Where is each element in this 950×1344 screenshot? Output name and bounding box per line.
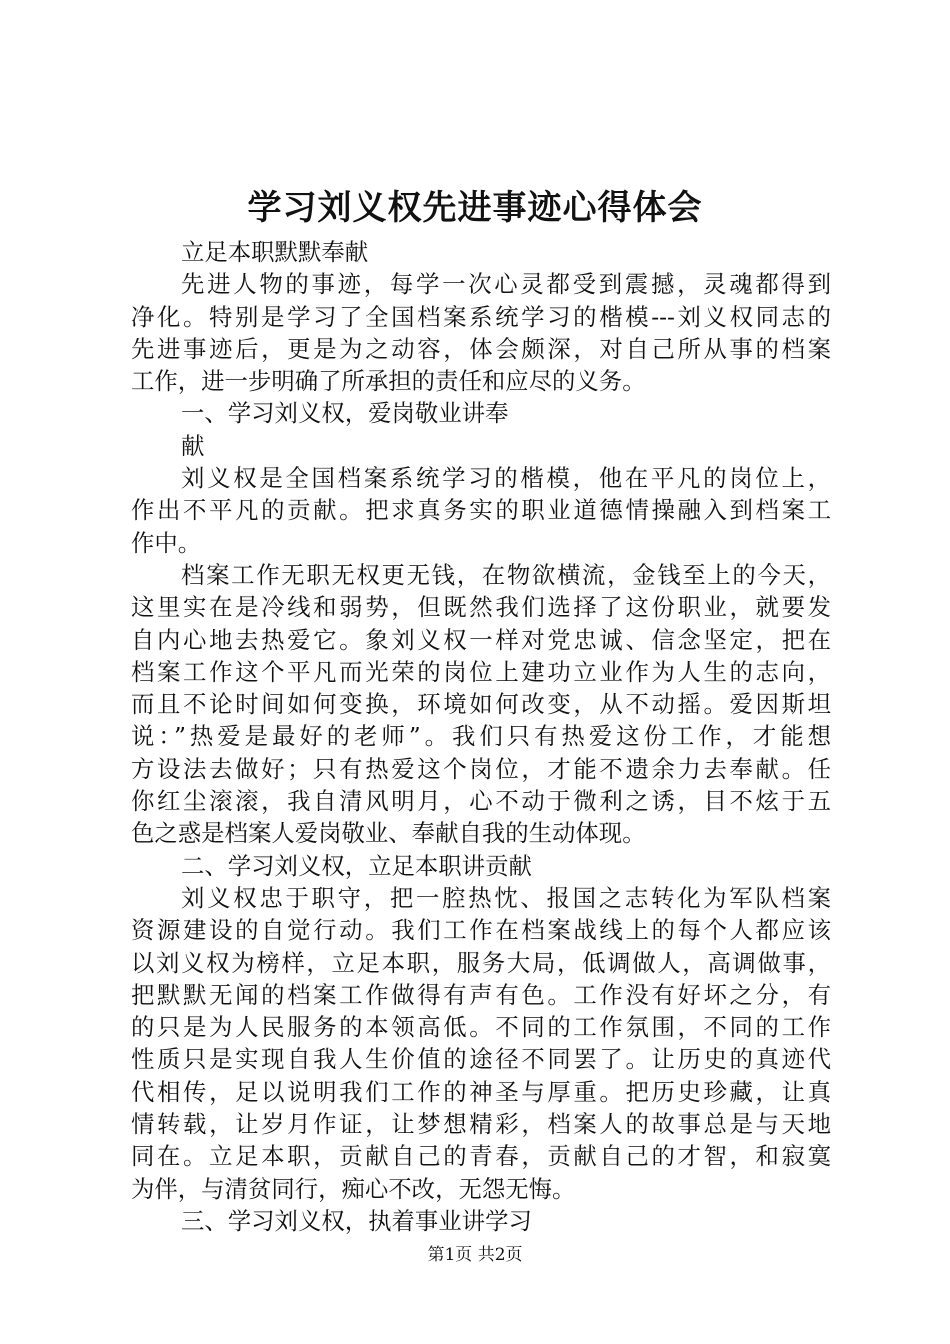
- subtitle-line: 立足本职默默奉献: [181, 238, 369, 266]
- paragraph-line: 先进人物的事迹，每学一次心灵都受到震撼，灵魂都得到: [181, 270, 831, 299]
- paragraph-line: 你红尘滚滚，我自清风明月，心不动于微利之诱，目不炫于五: [131, 787, 831, 816]
- paragraph-line: 方设法去做好；只有热爱这个岗位，才能不遗余力去奉献。任: [131, 754, 831, 783]
- paragraph-line: 性质只是实现自我人生价值的途径不同罢了。让历史的真迹代: [131, 1045, 831, 1074]
- paragraph-line: 净化。特别是学习了全国档案系统学习的楷模---刘义权同志的: [131, 302, 831, 331]
- paragraph-line: 这里实在是冷线和弱势，但既然我们选择了这份职业，就要发: [131, 593, 831, 622]
- paragraph-line: 的只是为人民服务的本领高低。不同的工作氛围，不同的工作: [131, 1013, 831, 1042]
- paragraph-line: 资源建设的自觉行动。我们工作在档案战线上的每个人都应该: [131, 916, 831, 945]
- paragraph-line: 以刘义权为榜样，立足本职，服务大局，低调做人，高调做事，: [131, 948, 831, 977]
- paragraph-line: 刘义权忠于职守，把一腔热忱、报国之志转化为军队档案: [181, 883, 831, 912]
- paragraph-line: 色之惑是档案人爱岗敬业、奉献自我的生动体现。: [131, 819, 646, 848]
- document-title: 学习刘义权先进事迹心得体会: [247, 188, 703, 228]
- paragraph-line: 先进事迹后，更是为之动容，体会颇深，对自己所从事的档案: [131, 334, 831, 363]
- paragraph-line: 工作，进一步明确了所承担的责任和应尽的义务。: [131, 367, 646, 396]
- paragraph-line: 为伴，与清贫同行，痴心不改，无怨无悔。: [131, 1174, 576, 1203]
- paragraph-line: 而且不论时间如何变换，环境如何改变，从不动摇。爱因斯坦: [131, 690, 831, 719]
- paragraph-line: 档案工作这个平凡而光荣的岗位上建功立业作为人生的志向，: [131, 657, 831, 686]
- paragraph-line: 同在。立足本职，贡献自己的青春，贡献自己的才智，和寂寞: [131, 1142, 831, 1171]
- page-number-footer: 第1页 共2页: [427, 1245, 523, 1265]
- section-heading-3: 三、学习刘义权，执着事业讲学习: [181, 1206, 532, 1235]
- paragraph-line: 作出不平凡的贡献。把求真务实的职业道德情操融入到档案工: [131, 496, 831, 525]
- paragraph-line: 说：”热爱是最好的老师”。我们只有热爱这份工作，才能想: [131, 722, 831, 751]
- paragraph-line: 代相传，足以说明我们工作的神圣与厚重。把历史珍藏，让真: [131, 1077, 831, 1106]
- paragraph-line: 作中。: [131, 528, 202, 557]
- paragraph-line: 情转载，让岁月作证，让梦想精彩，档案人的故事总是与天地: [131, 1110, 831, 1139]
- document-body: [131, 236, 831, 1237]
- paragraph-line: 刘义权是全国档案系统学习的楷模，他在平凡的岗位上，: [181, 464, 831, 493]
- paragraph-line: 自内心地去热爱它。象刘义权一样对党忠诚、信念坚定，把在: [131, 625, 831, 654]
- section-heading-1-cont: 献: [181, 431, 205, 460]
- paragraph-line: 把默默无闻的档案工作做得有声有色。工作没有好坏之分，有: [131, 980, 831, 1009]
- paragraph-line: 档案工作无职无权更无钱，在物欲横流，金钱至上的今天，: [181, 560, 831, 589]
- section-heading-2: 二、学习刘义权，立足本职讲贡献: [181, 851, 532, 880]
- section-heading-1: 一、学习刘义权，爱岗敬业讲奉: [181, 399, 509, 428]
